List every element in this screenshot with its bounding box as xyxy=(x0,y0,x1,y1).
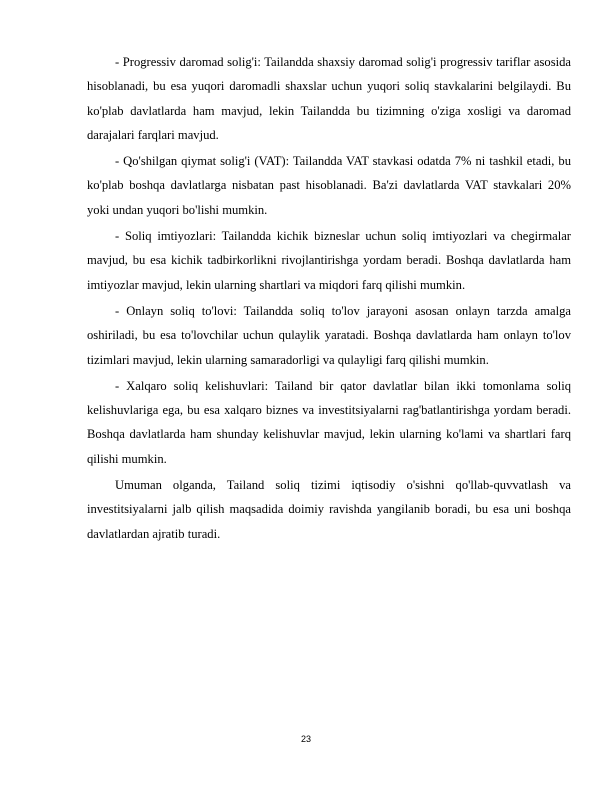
page-body xyxy=(87,50,571,548)
paragraph-tax-benefits: - Soliq imtiyozlari: Tailandda kichik bizneslar uchun soliq imtiyozlari va chegirmalar mavjud, bu esa kichik tadbirkorlikni rivojlantirishga yordam beradi. Boshqa davlatlarda ham imtiyozlar mavjud, lekin ularning shartlari va miqdori farq qilishi mumkin. xyxy=(87,229,571,292)
paragraph-international-tax-agreements: - Xalqaro soliq kelishuvlari: Tailand bir qator davlatlar bilan ikki tomonlama soliq kelishuvlariga ega, bu esa xalqaro biznes va investitsiyalarni rag'batlantirishga yordam beradi. Boshqa davlatlarda ham shunday kelishuvlar mavjud, lekin ularning ko'lami va shartlari farq qilishi mumkin. xyxy=(87,378,571,466)
paragraph-vat: - Qo'shilgan qiymat solig'i (VAT): Tailandda VAT stavkasi odatda 7% ni tashkil etadi, bu ko'plab boshqa davlatlarga nisbatan past hisoblanadi. Ba'zi davlatlarda VAT stavkalari 20% yoki undan yuqori bo'lishi mumkin. xyxy=(87,154,571,217)
paragraph-conclusion: Umuman olganda, Tailand soliq tizimi iqtisodiy o'sishni qo'llab-quvvatlash va investitsiyalarni jalb qilish maqsadida doimiy ravishda yangilanib boradi, bu esa uni boshqa davlatlardan ajratib turadi. xyxy=(87,478,571,541)
page-number: 23 xyxy=(300,734,311,744)
paragraph-online-tax-payment: - Onlayn soliq to'lovi: Tailandda soliq to'lov jarayoni asosan onlayn tarzda amalga oshiriladi, bu esa to'lovchilar uchun qulaylik yaratadi. Boshqa davlatlarda ham onlayn to'lov tizimlari mavjud, lekin ularning samaradorligi va qulayligi farq qilishi mumkin. xyxy=(87,303,571,367)
paragraph-progressive-income-tax: - Progressiv daromad solig'i: Tailandda shaxsiy daromad solig'i progressiv tariflar asosida hisoblanadi, bu esa yuqori daromadli shaxslar uchun yuqori soliq stavkalarini belgilaydi. Bu ko'plab davlatlarda ham mavjud, lekin Tailandda bu tizimning o'ziga xosligi va daromad darajalari farqlari mavjud. xyxy=(87,55,571,142)
